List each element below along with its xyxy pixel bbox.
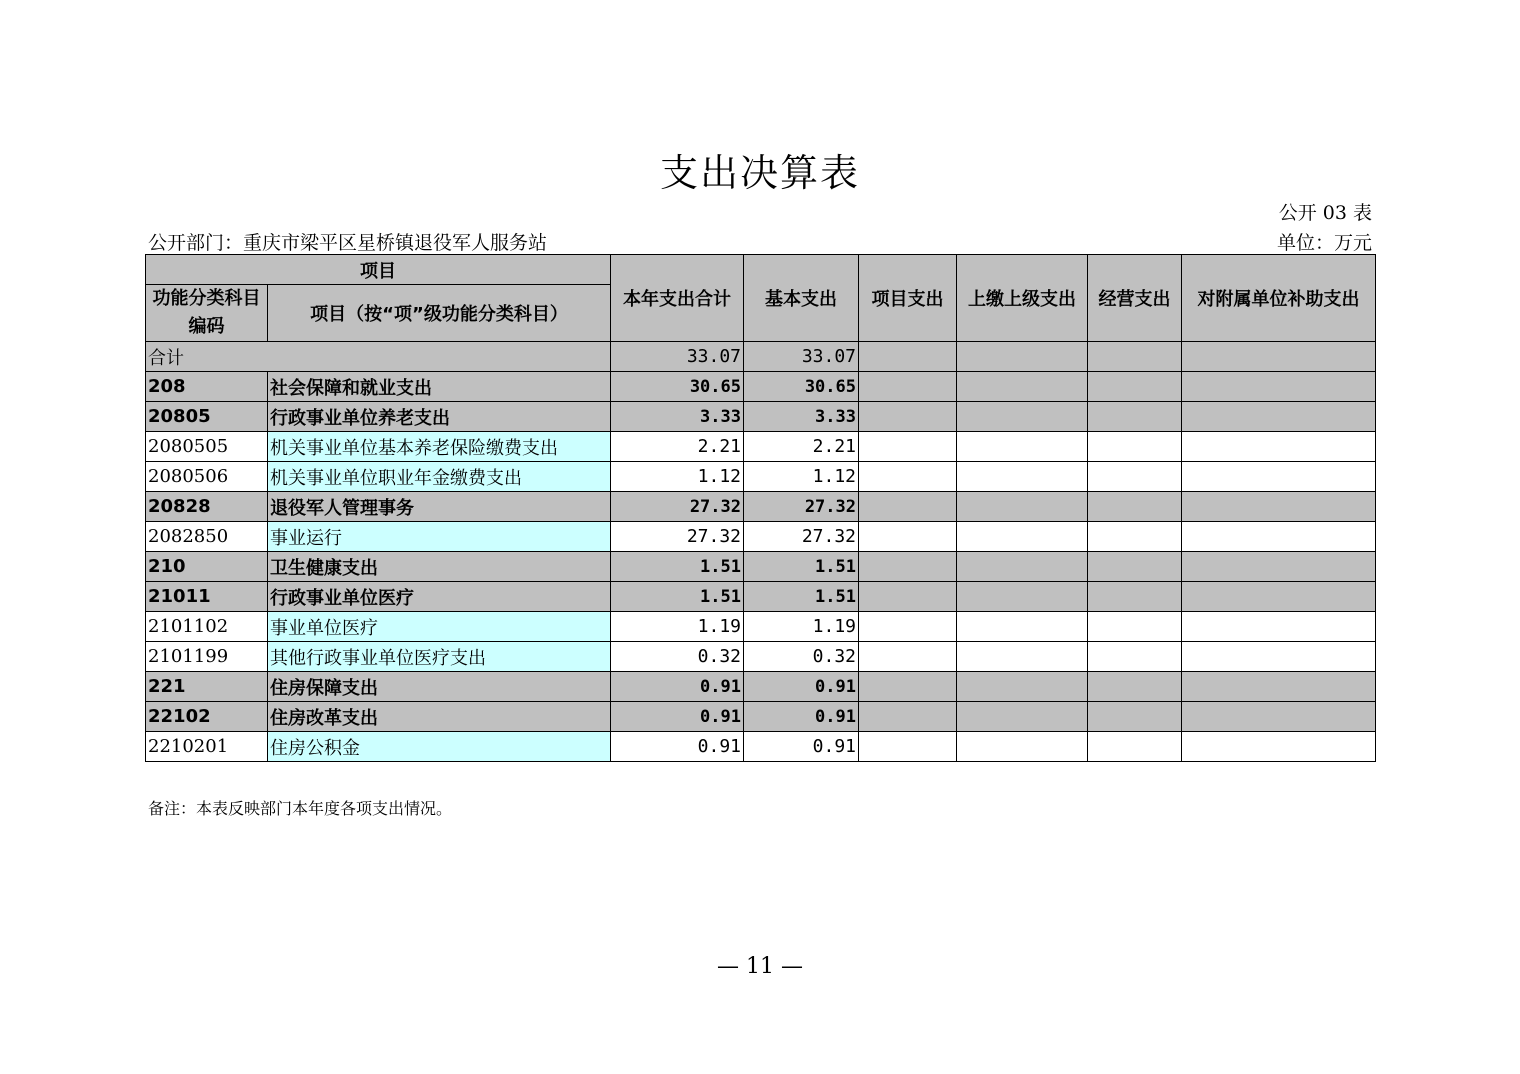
row-upper <box>957 492 1088 522</box>
total-amount: 33.07 <box>611 342 744 372</box>
row-project <box>859 672 957 702</box>
header-project: 项目支出 <box>859 255 957 342</box>
row-business <box>1088 402 1182 432</box>
row-code: 2101199 <box>146 642 268 672</box>
row-project <box>859 462 957 492</box>
row-upper <box>957 432 1088 462</box>
row-code: 2082850 <box>146 522 268 552</box>
row-subsidy <box>1182 552 1376 582</box>
header-basic: 基本支出 <box>744 255 859 342</box>
row-business <box>1088 732 1182 762</box>
table-row <box>146 432 1376 462</box>
row-business <box>1088 582 1182 612</box>
row-upper <box>957 462 1088 492</box>
row-code: 21011 <box>146 582 268 612</box>
row-total: 0.91 <box>611 672 744 702</box>
total-label: 合计 <box>146 342 611 372</box>
row-name: 退役军人管理事务 <box>268 492 611 522</box>
row-project <box>859 702 957 732</box>
table-row <box>146 402 1376 432</box>
table-row <box>146 462 1376 492</box>
row-name: 其他行政事业单位医疗支出 <box>268 642 611 672</box>
row-project <box>859 492 957 522</box>
row-basic: 0.32 <box>744 642 859 672</box>
row-total: 3.33 <box>611 402 744 432</box>
row-subsidy <box>1182 432 1376 462</box>
row-total: 1.51 <box>611 552 744 582</box>
row-business <box>1088 372 1182 402</box>
row-name: 机关事业单位职业年金缴费支出 <box>268 462 611 492</box>
row-upper <box>957 522 1088 552</box>
row-project <box>859 732 957 762</box>
row-business <box>1088 612 1182 642</box>
table-row <box>146 582 1376 612</box>
row-subsidy <box>1182 582 1376 612</box>
row-basic: 1.12 <box>744 462 859 492</box>
row-total: 0.91 <box>611 702 744 732</box>
table-row <box>146 522 1376 552</box>
row-name: 行政事业单位养老支出 <box>268 402 611 432</box>
row-subsidy <box>1182 672 1376 702</box>
row-upper <box>957 402 1088 432</box>
header-upper: 上缴上级支出 <box>957 255 1088 342</box>
row-code: 221 <box>146 672 268 702</box>
row-name: 行政事业单位医疗 <box>268 582 611 612</box>
row-business <box>1088 522 1182 552</box>
row-project <box>859 402 957 432</box>
row-name: 机关事业单位基本养老保险缴费支出 <box>268 432 611 462</box>
header-total: 本年支出合计 <box>611 255 744 342</box>
total-row <box>146 342 1376 372</box>
row-subsidy <box>1182 702 1376 732</box>
table-row <box>146 642 1376 672</box>
row-upper <box>957 372 1088 402</box>
row-basic: 2.21 <box>744 432 859 462</box>
row-total: 2.21 <box>611 432 744 462</box>
table-row <box>146 612 1376 642</box>
row-total: 1.12 <box>611 462 744 492</box>
row-upper <box>957 732 1088 762</box>
header-subsidy: 对附属单位补助支出 <box>1182 255 1376 342</box>
expenditure-table <box>145 254 1376 762</box>
row-basic: 1.19 <box>744 612 859 642</box>
total-basic: 33.07 <box>744 342 859 372</box>
row-subsidy <box>1182 642 1376 672</box>
row-basic: 0.91 <box>744 732 859 762</box>
row-basic: 1.51 <box>744 552 859 582</box>
page-title: 支出决算表 <box>659 151 860 195</box>
row-upper <box>957 612 1088 642</box>
row-business <box>1088 552 1182 582</box>
row-project <box>859 372 957 402</box>
row-name: 住房保障支出 <box>268 672 611 702</box>
row-total: 0.91 <box>611 732 744 762</box>
row-basic: 1.51 <box>744 582 859 612</box>
row-business <box>1088 702 1182 732</box>
row-subsidy <box>1182 462 1376 492</box>
row-code: 2101102 <box>146 612 268 642</box>
table-row <box>146 552 1376 582</box>
header-code: 功能分类科目编码 <box>146 285 268 342</box>
row-project <box>859 432 957 462</box>
row-project <box>859 522 957 552</box>
unit-label: 单位：万元 <box>1276 232 1372 254</box>
row-name: 社会保障和就业支出 <box>268 372 611 402</box>
row-basic: 27.32 <box>744 522 859 552</box>
page-number: — 11 — <box>717 954 803 979</box>
row-upper <box>957 672 1088 702</box>
row-subsidy <box>1182 522 1376 552</box>
row-business <box>1088 672 1182 702</box>
header-name: 项目（按“项”级功能分类科目） <box>268 285 611 342</box>
row-name: 事业单位医疗 <box>268 612 611 642</box>
row-business <box>1088 642 1182 672</box>
row-subsidy <box>1182 372 1376 402</box>
form-number: 公开 03 表 <box>1278 202 1372 224</box>
row-basic: 3.33 <box>744 402 859 432</box>
row-upper <box>957 702 1088 732</box>
row-basic: 30.65 <box>744 372 859 402</box>
row-total: 30.65 <box>611 372 744 402</box>
row-total: 27.32 <box>611 492 744 522</box>
row-code: 20828 <box>146 492 268 522</box>
row-name: 住房改革支出 <box>268 702 611 732</box>
row-project <box>859 612 957 642</box>
row-basic: 0.91 <box>744 702 859 732</box>
row-business <box>1088 462 1182 492</box>
row-code: 2210201 <box>146 732 268 762</box>
table-row <box>146 702 1376 732</box>
row-subsidy <box>1182 492 1376 522</box>
row-name: 卫生健康支出 <box>268 552 611 582</box>
table-row <box>146 672 1376 702</box>
row-total: 1.19 <box>611 612 744 642</box>
row-basic: 0.91 <box>744 672 859 702</box>
row-project <box>859 582 957 612</box>
row-upper <box>957 552 1088 582</box>
row-subsidy <box>1182 612 1376 642</box>
row-total: 1.51 <box>611 582 744 612</box>
table-note: 备注：本表反映部门本年度各项支出情况。 <box>148 799 453 818</box>
department-label: 公开部门：重庆市梁平区星桥镇退役军人服务站 <box>148 232 548 254</box>
row-business <box>1088 432 1182 462</box>
row-subsidy <box>1182 732 1376 762</box>
row-name: 住房公积金 <box>268 732 611 762</box>
row-basic: 27.32 <box>744 492 859 522</box>
table-row <box>146 732 1376 762</box>
row-code: 208 <box>146 372 268 402</box>
header-item-group: 项目 <box>146 255 611 285</box>
header-business: 经营支出 <box>1088 255 1182 342</box>
row-business <box>1088 492 1182 522</box>
row-code: 210 <box>146 552 268 582</box>
row-upper <box>957 582 1088 612</box>
row-total: 0.32 <box>611 642 744 672</box>
row-subsidy <box>1182 402 1376 432</box>
table-row <box>146 372 1376 402</box>
row-project <box>859 552 957 582</box>
row-total: 27.32 <box>611 522 744 552</box>
row-code: 2080505 <box>146 432 268 462</box>
row-upper <box>957 642 1088 672</box>
table-row <box>146 492 1376 522</box>
row-code: 20805 <box>146 402 268 432</box>
row-name: 事业运行 <box>268 522 611 552</box>
row-code: 22102 <box>146 702 268 732</box>
row-code: 2080506 <box>146 462 268 492</box>
row-project <box>859 642 957 672</box>
